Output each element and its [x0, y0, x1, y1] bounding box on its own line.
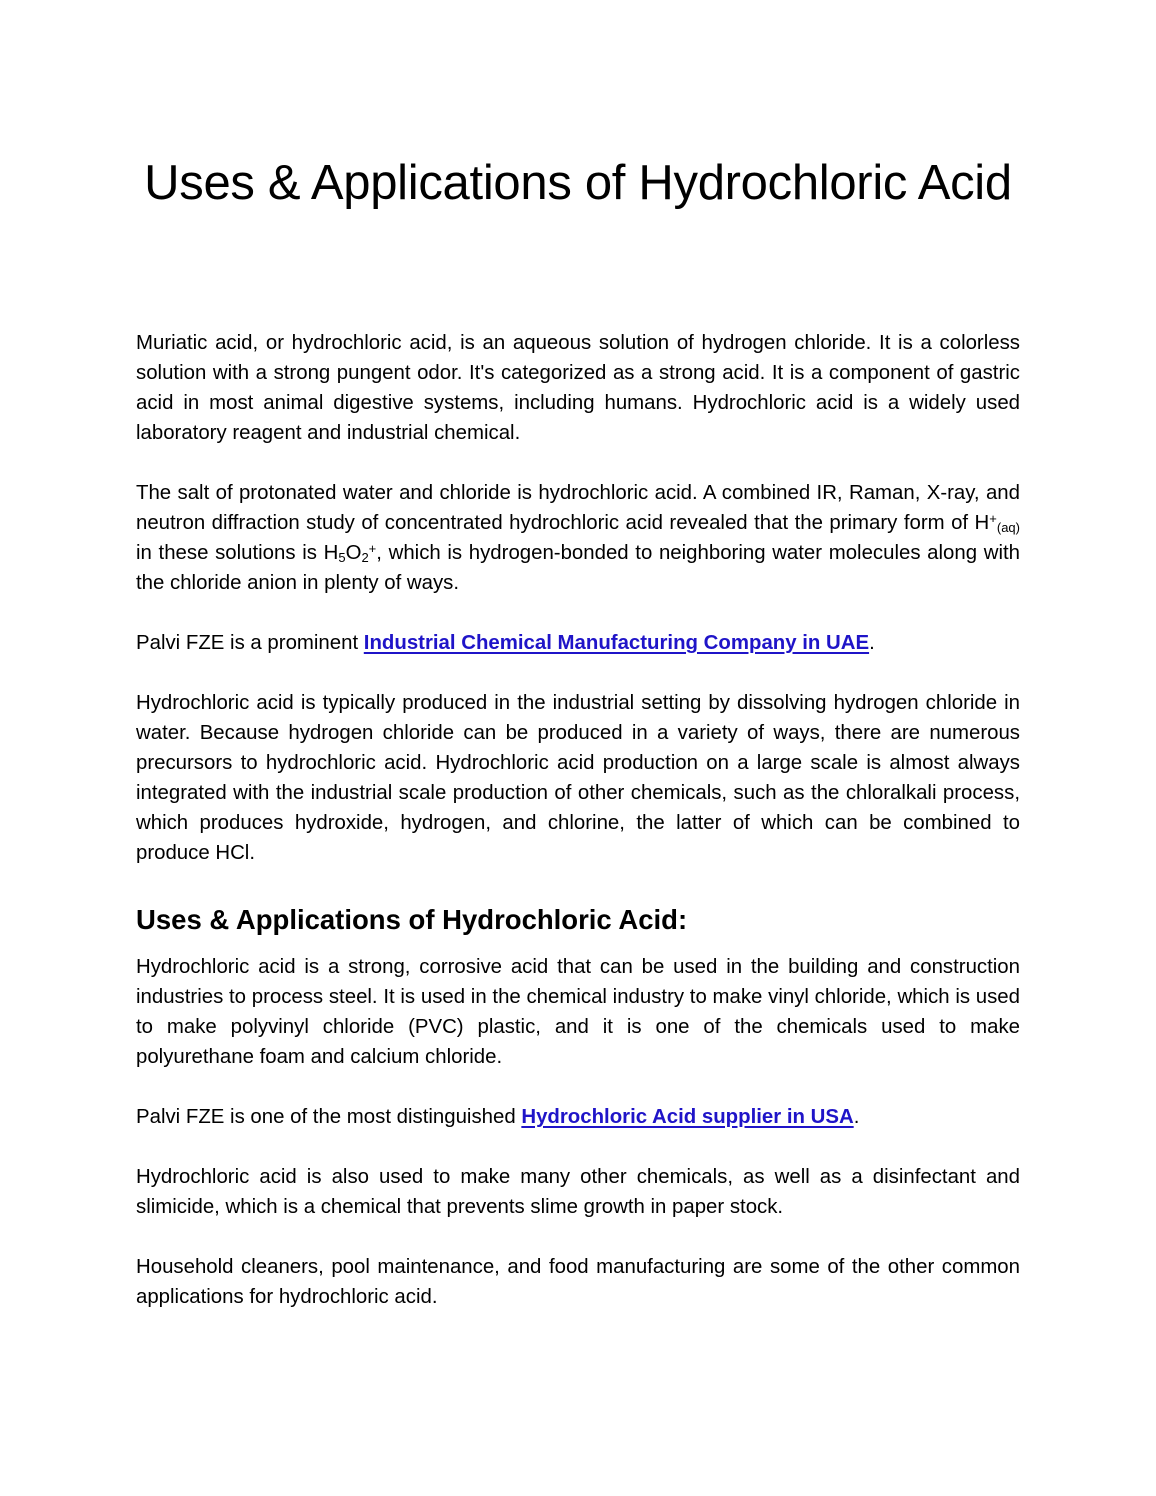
- uses-paragraph: Hydrochloric acid is a strong, corrosive acid that can be used in the building and construction industries to process steel. It is used in the chemical industry to make vinyl chloride, which is used to make polyvinyl chloride (PVC) plastic, and it is one of the chemicals used to make polyurethane foam and calcium chloride.: [136, 956, 1020, 1068]
- structure-text-1: The salt of protonated water and chloride is hydrochloric acid. A combined IR, Raman, X-ray, and neutron diffraction study of concentrated hydrochloric acid revealed that the primary form of H: [136, 482, 1020, 534]
- aqueous-subscript: (aq): [996, 520, 1020, 535]
- usa-supplier-link[interactable]: Hydrochloric Acid supplier in USA: [521, 1106, 854, 1128]
- uae-promo-paragraph: [136, 628, 1020, 658]
- structure-paragraph: [136, 478, 1020, 598]
- usa-promo-paragraph: [136, 1102, 1020, 1132]
- o2-subscript: 2: [361, 550, 369, 565]
- zundel-charge: +: [368, 541, 377, 556]
- intro-paragraph: Muriatic acid, or hydrochloric acid, is an aqueous solution of hydrogen chloride. It is a colorless solution with a strong pungent odor. It's categorized as a strong acid. It is a component of gastric acid in most animal digestive systems, including humans. Hydrochloric acid is a widely used laboratory reagent and industrial chemical.: [136, 332, 1020, 444]
- structure-text-3: , which is hydrogen-bonded to neighboring water molecules along with the chloride anion in plenty of ways.: [136, 542, 1020, 594]
- usa-promo-text: Palvi FZE is one of the most distinguished: [136, 1106, 522, 1128]
- structure-text-2: in these solutions is H: [136, 542, 339, 564]
- usa-promo-period: .: [853, 1106, 860, 1128]
- uae-promo-period: .: [869, 632, 875, 654]
- disinfectant-paragraph: Hydrochloric acid is also used to make many other chemicals, as well as a disinfectant and slimicide, which is a chemical that prevents slime growth in paper stock.: [136, 1166, 1020, 1218]
- hydrogen-charge: +: [989, 511, 997, 526]
- production-paragraph: Hydrochloric acid is typically produced in the industrial setting by dissolving hydrogen chloride in water. Because hydrogen chloride can be produced in a variety of ways, there are numerous precursors to hydrochloric acid. Hydrochloric acid production on a large scale is almost always integrated with the industrial scale production of other chemicals, such as the chloralkali process, which produces hydroxide, hydrogen, and chlorine, the latter of which can be combined to produce HCl.: [136, 692, 1020, 864]
- section-heading: Uses & Applications of Hydrochloric Acid:: [136, 904, 688, 935]
- household-paragraph: Household cleaners, pool maintenance, and food manufacturing are some of the other common applications for hydrochloric acid.: [136, 1256, 1020, 1308]
- page-title: Uses & Applications of Hydrochloric Acid: [144, 156, 1012, 210]
- h5-subscript: 5: [338, 550, 346, 565]
- oxygen-symbol: O: [345, 542, 362, 564]
- uae-manufacturer-link[interactable]: Industrial Chemical Manufacturing Company in UAE: [363, 632, 870, 654]
- uae-promo-text: Palvi FZE is a prominent: [136, 632, 364, 654]
